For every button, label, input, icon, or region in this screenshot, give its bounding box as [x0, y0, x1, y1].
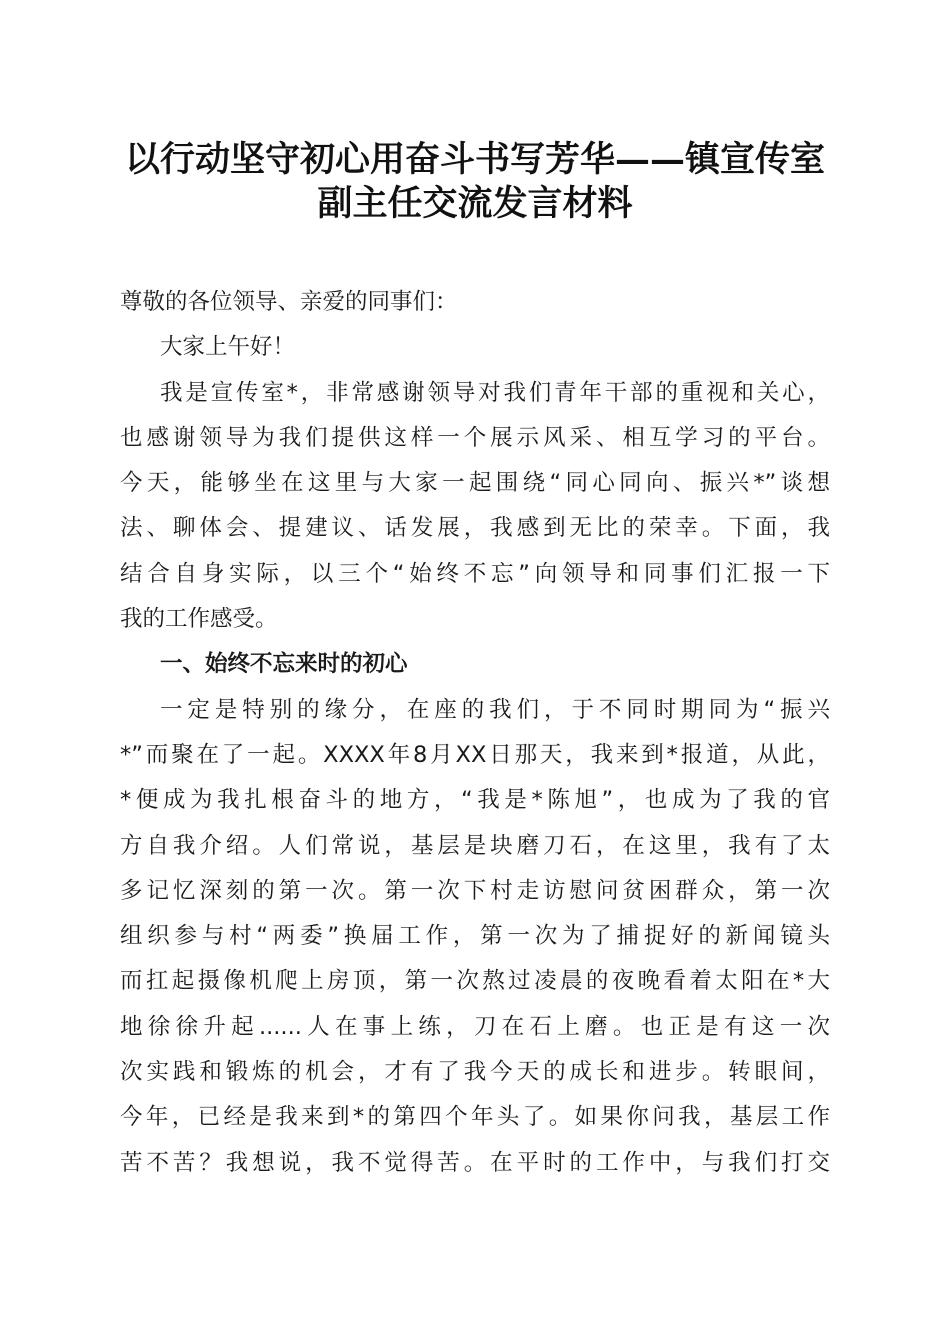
paragraph-line: 而扛起摄像机爬上房顶，第一次熬过凌晨的夜晚看着太阳在*大 — [120, 968, 830, 995]
paragraph-line: 今天，能够坐在这里与大家一起围绕“同心同向、振兴*”谈想 — [120, 470, 830, 497]
paragraph-line: 一定是特别的缘分，在座的我们，于不同时期同为“振兴 — [160, 696, 830, 723]
paragraph-line: 苦不苦？我想说，我不觉得苦。在平时的工作中，与我们打交 — [120, 1149, 830, 1176]
title-line-2: 副主任交流发言材料 — [317, 183, 633, 224]
paragraph-line: 多记忆深刻的第一次。第一次下村走访慰问贫困群众，第一次 — [120, 877, 830, 904]
section-heading-text: 一、始终不忘来时的初心 — [160, 651, 408, 678]
paragraph-line: 结合自身实际，以三个“始终不忘”向领导和同事们汇报一下 — [120, 560, 830, 587]
paragraph-line: 组织参与村“两委”换届工作，第一次为了捕捉好的新闻镜头 — [120, 923, 830, 950]
paragraph-line: 今年，已经是我来到*的第四个年头了。如果你问我，基层工作 — [120, 1104, 830, 1131]
section-heading — [120, 642, 830, 687]
paragraph-line: 方自我介绍。人们常说，基层是块磨刀石，在这里，我有了太 — [120, 832, 830, 859]
paragraph-line: 地徐徐升起......人在事上练，刀在石上磨。也正是有这一次 — [120, 1013, 830, 1040]
greeting-text: 大家上午好！ — [160, 334, 296, 361]
document-title — [110, 138, 840, 226]
document-body — [120, 280, 830, 1186]
section-paragraph — [120, 688, 830, 1186]
paragraph-line: 我是宣传室*，非常感谢领导对我们青年干部的重视和关心， — [160, 379, 830, 406]
paragraph-line: *便成为我扎根奋斗的地方，“我是*陈旭”，也成为了我的官 — [120, 787, 830, 814]
paragraph-line: 也感谢领导为我们提供这样一个展示风采、相互学习的平台。 — [120, 424, 830, 451]
paragraph-line: 次实践和锻炼的机会，才有了我今天的成长和进步。转眼间， — [120, 1059, 830, 1086]
paragraph-line: 法、聊体会、提建议、话发展，我感到无比的荣幸。下面，我 — [120, 515, 830, 542]
title-line-1: 以行动坚守初心用奋斗书写芳华——镇宣传室 — [124, 139, 825, 180]
salutation-text: 尊敬的各位领导、亲爱的同事们： — [120, 289, 458, 315]
paragraph-line: 我的工作感受。 — [120, 606, 278, 633]
greeting — [120, 325, 830, 370]
intro-paragraph — [120, 371, 830, 643]
paragraph-line: *”而聚在了一起。XXXX年8月XX日那天，我来到*报道，从此， — [120, 741, 830, 768]
salutation — [120, 280, 830, 325]
